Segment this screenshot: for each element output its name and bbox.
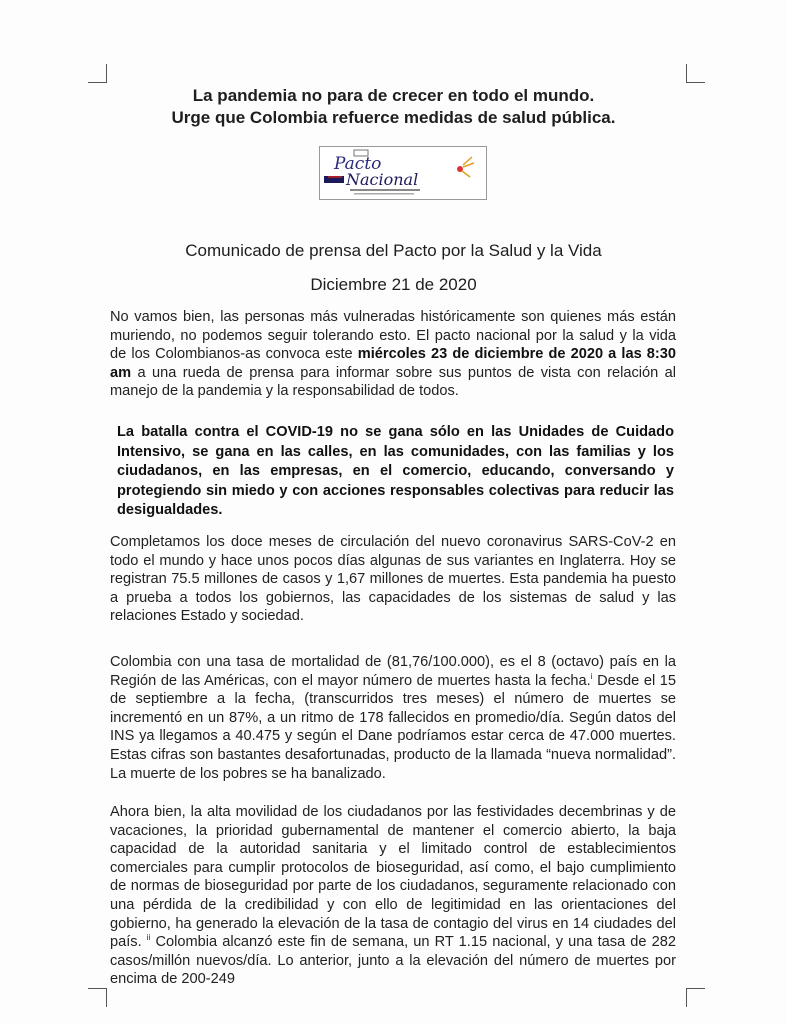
paragraph-4 xyxy=(110,653,676,783)
paragraph-1 xyxy=(110,308,676,401)
headline-line-1: La pandemia no para de crecer en todo el mundo. xyxy=(192,86,595,105)
press-release-date: Diciembre 21 de 2020 xyxy=(310,275,477,294)
pacto-nacional-logo xyxy=(319,146,487,200)
paragraph-4-text-a: Colombia con una tasa de mortalidad de (81,76/100.000), es el 8 (octavo) país en la Región de las Américas, con el mayor número de muertes hasta la fecha. xyxy=(110,654,676,689)
crop-mark-top-left xyxy=(88,64,107,83)
paragraph-5-text-b: Colombia alcanzó este fin de semana, un RT 1.15 nacional, y una tasa de 282 casos/millón nuevos/día. Lo anterior, junto a la elevación del número de muertes por encima de 200-249 xyxy=(110,934,676,988)
paragraph-1-bold-date: miércoles 23 de diciembre de 2020 a las 8:30 am xyxy=(110,346,676,381)
headline-line-2: Urge que Colombia refuerce medidas de salud pública. xyxy=(171,108,616,127)
footnote-ref-i[interactable]: i xyxy=(590,671,593,681)
paragraph-1-text-a: No vamos bien, las personas más vulneradas históricamente son quienes más están muriendo, no podemos seguir tolerando esto. El pacto nacional por la salud y la vida de los Colombianos-as convoca este xyxy=(110,309,676,363)
paragraph-3: Completamos los doce meses de circulación del nuevo coronavirus SARS-CoV-2 en todo el mundo y hace unos pocos días algunas de sus variantes en Inglaterra. Hoy se registran 75.5 millones de casos y 1,67 millones de muertes. Esta pandemia ha puesto a prueba a todos los gobiernos, las capacidades de los sistemas de salud y las relaciones Estado y sociedad. xyxy=(110,534,676,625)
footnote-ref-ii[interactable]: ii xyxy=(146,933,151,943)
paragraph-1-text-b: a una rueda de prensa para informar sobre sus puntos de vista con relación al manejo de la pandemia y la responsabilidad de todos. xyxy=(110,364,676,400)
logo-word-nacional: Nacional xyxy=(346,170,419,189)
crop-mark-bottom-left xyxy=(88,988,107,1007)
crop-mark-top-right xyxy=(686,64,705,83)
paragraph-5-text-a: Ahora bien, la alta movilidad de los ciudadanos por las festividades decembrinas y de vacaciones, la prioridad gubernamental de mantener el comercio abierto, la baja capacidad de la autoridad sanitaria y el limitado control de establecimientos comerciales para cumplir protocolos de bioseguridad, así como, el bajo cumplimiento de normas de bioseguridad por parte de los ciudadanos, seguramente relacionado con una pérdida de la credibilidad y con ello de legitimidad en las orientaciones del gobierno, ha generado la elevación de la tasa de contagio del virus en 14 ciudades del país. xyxy=(110,804,676,951)
crop-mark-bottom-right xyxy=(686,988,705,1007)
press-release-title: Comunicado de prensa del Pacto por la Salud y la Vida xyxy=(185,241,602,260)
logo-word-pacto: Pacto xyxy=(334,154,382,174)
paragraph-2-emphasis: La batalla contra el COVID-19 no se gana sólo en las Unidades de Cuidado Intensivo, se gana en las calles, en las comunidades, con las familias y los ciudadanos, en las empresas, en el comercio, educando, conversando y protegiendo sin miedo y con acciones responsables colectivas para reducir las desigualdades. xyxy=(117,424,674,518)
paragraph-4-text-b: Desde el 15 de septiembre a la fecha, (transcurridos tres meses) el número de muertes se incrementó en un 87%, a un ritmo de 178 fallecidos en promedio/día. Según datos del INS ya llegamos a 40.475 y según el Dane podríamos estar cerca de 47.000 muertes. Estas cifras son bastantes desafortunadas, producto de la llamada “nueva normalidad”. La muerte de los pobres se ha banalizado. xyxy=(110,672,676,782)
logo-graphic xyxy=(320,147,486,199)
paragraph-5 xyxy=(110,803,676,989)
